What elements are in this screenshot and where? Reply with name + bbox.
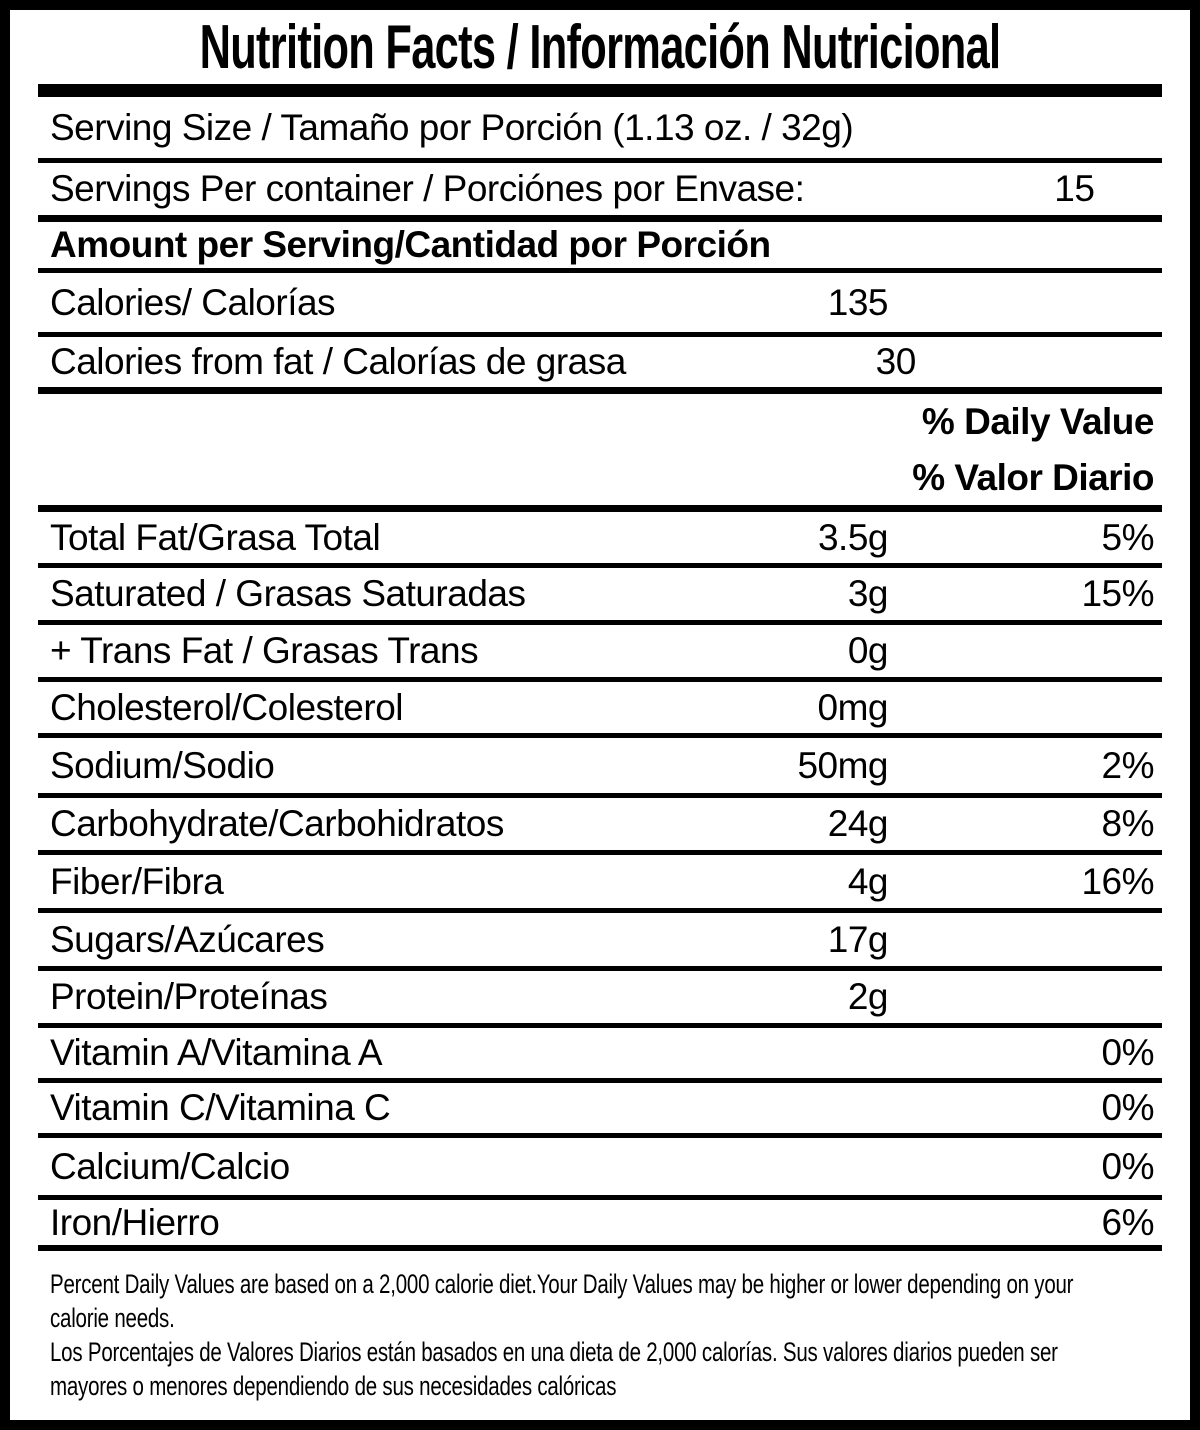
nutrient-label: Cholesterol/Colesterol [50, 686, 404, 728]
nutrient-pct: 0% [1101, 1032, 1154, 1073]
calories-from-fat-row [38, 337, 1162, 387]
nutrient-row-trans-fat [38, 625, 1162, 677]
nutrient-row-vitamin-c [38, 1083, 1162, 1133]
nutrient-amount: 3g [847, 573, 888, 614]
calories-value: 135 [827, 281, 888, 323]
calories-from-fat-label: Calories from fat / Calorías de grasa [50, 341, 626, 382]
nutrient-amount: 2g [847, 976, 888, 1017]
serving-size-label: Serving Size / Tamaño por Porción (1.13 oz. / 32g) [50, 106, 854, 148]
nutrient-row-total-fat [38, 512, 1162, 563]
label-title [38, 10, 1162, 84]
nutrient-row-calcium [38, 1138, 1162, 1195]
footnote-line: calorie needs. [50, 1303, 175, 1333]
nutrient-amount: 3.5g [817, 516, 888, 558]
section-bar [38, 215, 1162, 222]
nutrient-label: Saturated / Grasas Saturadas [50, 573, 526, 614]
nutrient-label: + Trans Fat / Grasas Trans [50, 630, 479, 671]
title-separator-bar [38, 84, 1162, 97]
nutrient-label: Carbohydrate/Carbohidratos [50, 803, 504, 844]
nutrient-row-cholesterol [38, 682, 1162, 733]
nutrient-pct: 2% [1101, 744, 1154, 786]
serving-size-row [38, 97, 1162, 158]
nutrient-amount: 17g [827, 918, 888, 960]
footnote-line: mayores o menores dependiendo de sus necesidades calóricas [50, 1371, 617, 1401]
section-bar [38, 387, 1162, 394]
nutrient-amount: 50mg [797, 744, 888, 786]
nutrient-label: Sugars/Azúcares [50, 918, 325, 960]
nutrient-amount: 0g [847, 630, 888, 671]
nutrient-label: Calcium/Calcio [50, 1145, 290, 1187]
nutrient-amount: 24g [827, 803, 888, 844]
footnote-line: Percent Daily Values are based on a 2,000 calorie diet.Your Daily Values may be higher or lower depending on your [50, 1269, 1074, 1299]
nutrient-row-fiber [38, 855, 1162, 908]
nutrient-row-sugars [38, 913, 1162, 966]
nutrient-label: Total Fat/Grasa Total [50, 516, 381, 558]
servings-per-container-label: Servings Per container / Porciónes por Envase: [50, 168, 805, 209]
calories-label: Calories/ Calorías [50, 281, 336, 323]
nutrient-amount: 0mg [817, 686, 888, 728]
nutrient-row-saturated-fat [38, 568, 1162, 620]
nutrient-pct: 16% [1081, 860, 1154, 902]
nutrient-label: Vitamin C/Vitamina C [50, 1087, 391, 1128]
servings-per-container-value: 15 [1054, 168, 1095, 209]
servings-per-container-row [38, 163, 1162, 215]
calories-from-fat-value: 30 [875, 341, 916, 382]
nutrient-pct: 8% [1101, 803, 1154, 844]
nutrient-label: Sodium/Sodio [50, 744, 275, 786]
amount-per-serving-heading: Amount per Serving/Cantidad por Porción [50, 224, 771, 265]
nutrient-row-protein [38, 971, 1162, 1023]
nutrient-row-iron [38, 1200, 1162, 1245]
nutrient-label: Iron/Hierro [50, 1201, 220, 1243]
section-bar [38, 505, 1162, 512]
footnote-line: Los Porcentajes de Valores Diarios están basados en una dieta de 2,000 calorías. Sus valores diarios pueden ser [50, 1337, 1058, 1367]
daily-value-heading-en: % Daily Value [921, 401, 1154, 442]
calories-row [38, 273, 1162, 332]
nutrient-row-sodium [38, 738, 1162, 793]
daily-value-heading-es: % Valor Diario [912, 456, 1154, 498]
nutrient-pct: 0% [1101, 1087, 1154, 1128]
footnote [38, 1251, 1162, 1420]
nutrient-label: Protein/Proteínas [50, 976, 328, 1017]
amount-per-serving-row [38, 222, 1162, 268]
label-title-text: Nutrition Facts / Información Nutricional [199, 12, 1001, 82]
nutrient-pct: 5% [1101, 516, 1154, 558]
nutrient-row-vitamin-a [38, 1028, 1162, 1078]
nutrient-amount: 4g [847, 860, 888, 902]
nutrient-label: Vitamin A/Vitamina A [50, 1032, 383, 1073]
nutrient-pct: 0% [1101, 1145, 1154, 1187]
nutrient-pct: 6% [1101, 1201, 1154, 1243]
nutrient-pct: 15% [1081, 573, 1154, 614]
nutrient-label: Fiber/Fibra [50, 860, 224, 902]
label-content [10, 10, 1190, 1420]
nutrient-row-carbohydrate [38, 798, 1162, 850]
